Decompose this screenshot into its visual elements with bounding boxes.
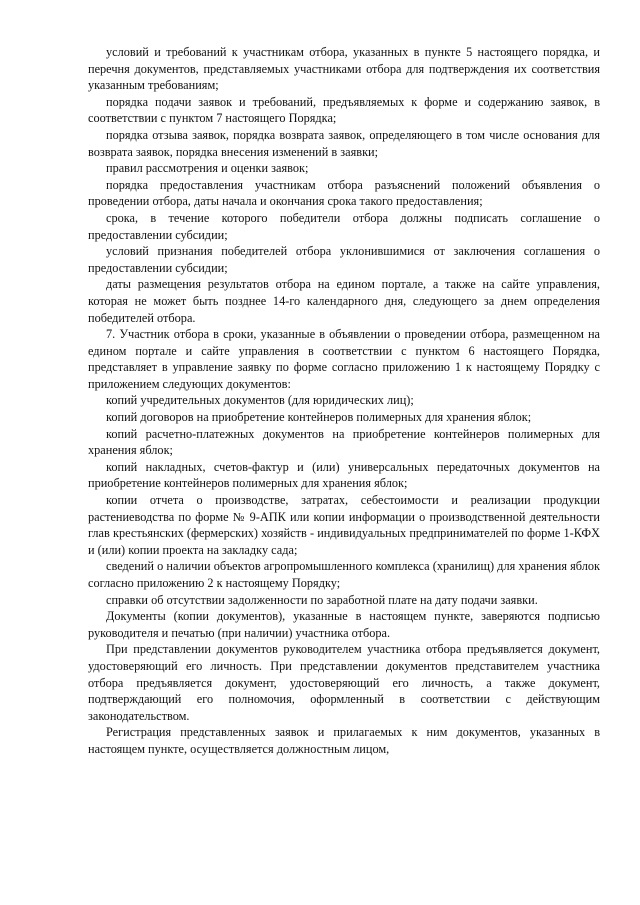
paragraph: копий учредительных документов (для юридических лиц); — [106, 393, 414, 408]
paragraph: копий расчетно-платежных документов на приобретение контейнеров полимерных для хранения яблок; — [88, 426, 600, 458]
paragraph: даты размещения результатов отбора на едином портале, а также на сайте управления, которая не может быть позднее 14-го календарного дня, следующего за днем определения победителей отбора. — [88, 277, 600, 325]
paragraph: порядка подачи заявок и требований, предъявляемых к форме и содержанию заявок, в соответствии с пунктом 7 настоящего Порядка; — [88, 94, 600, 126]
paragraph: Регистрация представленных заявок и прилагаемых к ним документов, указанных в настоящем пункте, осуществляется должностным лицом, — [88, 725, 600, 756]
paragraph: условий и требований к участникам отбора, указанных в пункте 5 настоящего порядка, и перечня документов, представляемых участниками отбора для подтверждения их соответствия указанным требованиям; — [88, 45, 600, 93]
paragraph: 7. Участник отбора в сроки, указанные в объявлении о проведении отбора, размещенном на едином портале и сайте управления в соответствии с пунктом 6 настоящего Порядка, представляет в управление заявку по форме согласно приложению 1 к настоящему Порядку с приложением следующих документов: — [88, 327, 600, 391]
paragraph: справки об отсутствии задолженности по заработной плате на дату подачи заявки. — [106, 592, 538, 607]
document-page — [88, 44, 600, 758]
paragraph: копий договоров на приобретение контейнеров полимерных для хранения яблок; — [106, 410, 532, 425]
paragraph: правил рассмотрения и оценки заявок; — [106, 161, 309, 176]
paragraph: Документы (копии документов), указанные в настоящем пункте, заверяются подписью руководителя и печатью (при наличии) участника отбора. — [88, 609, 600, 640]
paragraph: порядка отзыва заявок, порядка возврата заявок, определяющего в том числе основания для возврата заявок, порядка внесения изменений в заявки; — [88, 127, 600, 159]
paragraph: копий накладных, счетов-фактур и (или) универсальных передаточных документов на приобретение контейнеров полимерных для хранения яблок; — [88, 459, 600, 491]
paragraph: копии отчета о производстве, затратах, себестоимости и реализации продукции растениеводства по форме № 9-АПК или копии информации о производственной деятельности глав крестьянских (фермерских) хозяйств - индивидуальных предпринимателей по форме 1-КФХ и (или) копии проекта на закладку сада; — [88, 493, 600, 557]
paragraph: срока, в течение которого победители отбора должны подписать соглашение о предоставлении субсидии; — [88, 210, 600, 242]
paragraph: порядка предоставления участникам отбора разъяснений положений объявления о проведении отбора, даты начала и окончания срока такого предоставления; — [88, 177, 600, 209]
paragraph: сведений о наличии объектов агропромышленного комплекса (хранилищ) для хранения яблок согласно приложению 2 к настоящему Порядку; — [88, 559, 600, 590]
paragraph: При представлении документов руководителем участника отбора предъявляется документ, удостоверяющий его личность. При представлении документов представителем участника отбора предъявляется документ, удостоверяющий его личность, а также документ, подтверждающий его полномочия, оформленный в соответствии с действующим законодательством. — [88, 642, 600, 723]
paragraph: условий признания победителей отбора уклонившимися от заключения соглашения о предоставлении субсидии; — [88, 244, 600, 275]
